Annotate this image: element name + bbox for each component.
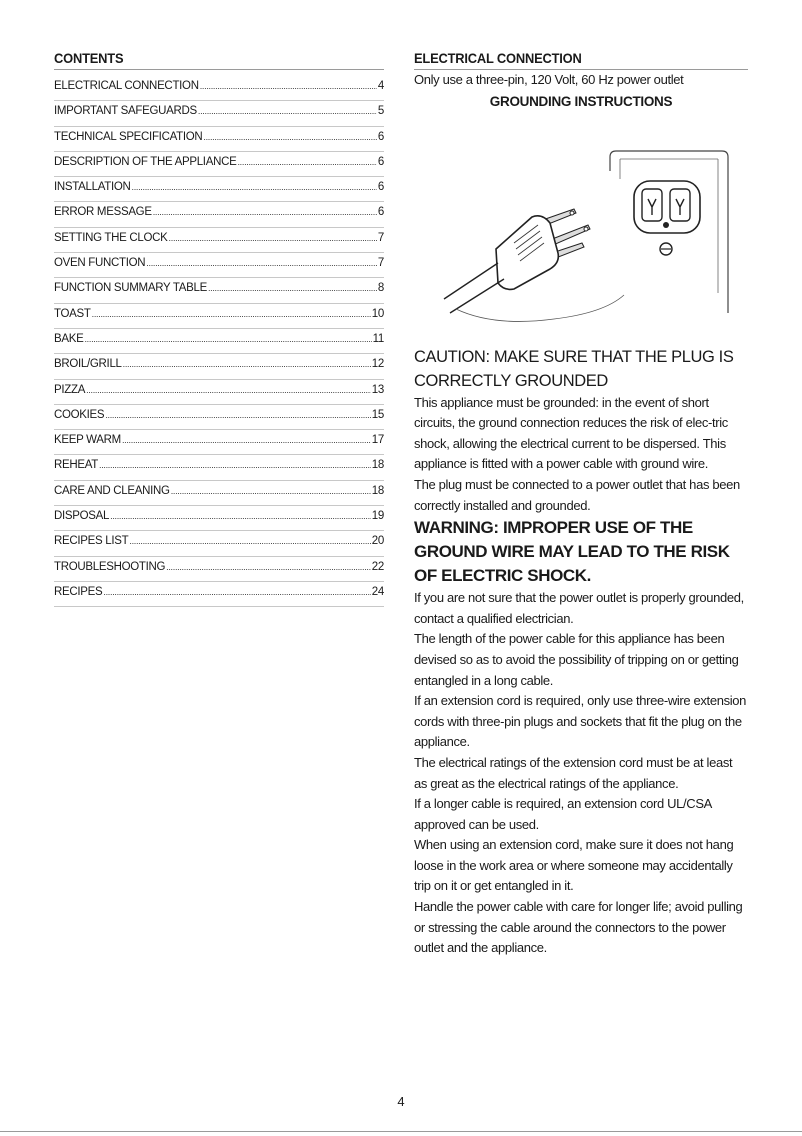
- toc-entry-page: 20: [371, 535, 384, 548]
- toc-leader-dots: [123, 359, 371, 369]
- toc-entry[interactable]: [54, 506, 384, 531]
- toc-leader-dots: [153, 207, 377, 217]
- toc-entry-title: FUNCTION SUMMARY TABLE: [54, 282, 207, 295]
- toc-leader-dots: [200, 81, 377, 91]
- toc-leader-dots: [105, 410, 370, 420]
- toc-entry[interactable]: [54, 253, 384, 278]
- contents-heading: CONTENTS: [54, 50, 124, 66]
- toc-leader-dots: [166, 562, 371, 572]
- toc-entry-page: 15: [371, 408, 384, 421]
- toc-entry-page: 12: [371, 358, 384, 371]
- toc-entry[interactable]: [54, 531, 384, 556]
- toc-entry-page: 24: [371, 585, 384, 598]
- toc-entry-title: TROUBLESHOOTING: [54, 560, 166, 573]
- toc-entry-page: 22: [371, 560, 384, 573]
- toc-entry[interactable]: [54, 278, 384, 303]
- body-paragraph-3: If you are not sure that the power outlet is properly grounded, contact a qualified electrician.: [414, 590, 744, 626]
- toc-entry[interactable]: [54, 405, 384, 430]
- toc-entry[interactable]: [54, 127, 384, 152]
- table-of-contents: [54, 76, 384, 607]
- toc-entry-page: 11: [372, 332, 384, 345]
- toc-entry-page: 18: [371, 484, 384, 497]
- toc-leader-dots: [203, 132, 377, 142]
- toc-leader-dots: [208, 283, 377, 293]
- toc-entry-title: BROIL/GRILL: [54, 358, 122, 371]
- toc-entry[interactable]: [54, 557, 384, 582]
- toc-entry-title: BAKE: [54, 332, 84, 345]
- toc-entry-title: REHEAT: [54, 459, 98, 472]
- toc-entry-title: DISPOSAL: [54, 510, 110, 523]
- toc-entry[interactable]: [54, 380, 384, 405]
- toc-entry[interactable]: [54, 430, 384, 455]
- toc-entry-title: RECIPES LIST: [54, 535, 129, 548]
- toc-entry-page: 17: [371, 434, 384, 447]
- toc-leader-dots: [132, 182, 377, 192]
- toc-entry-page: 6: [377, 130, 384, 143]
- body-paragraph-2: The plug must be connected to a power outlet that has been correctly installed and grounded.: [414, 476, 740, 513]
- contents-section: [54, 50, 384, 607]
- toc-leader-dots: [110, 511, 371, 521]
- toc-leader-dots: [129, 536, 370, 546]
- plug-outlet-drawing: [434, 113, 734, 335]
- toc-entry[interactable]: [54, 101, 384, 126]
- toc-entry-title: COOKIES: [54, 408, 105, 421]
- body-paragraph-9: Handle the power cable with care for longer life; avoid pulling or stressing the cable around the connectors to the power outlet and the appliance.: [414, 899, 743, 956]
- toc-entry-page: 4: [377, 80, 384, 92]
- toc-entry-page: 7: [377, 231, 384, 244]
- toc-entry[interactable]: [54, 481, 384, 506]
- toc-entry-title: KEEP WARM: [54, 434, 121, 447]
- plug-outlet-illustration: [434, 113, 734, 335]
- toc-entry[interactable]: [54, 228, 384, 253]
- bottom-divider: [0, 1131, 802, 1132]
- toc-leader-dots: [103, 587, 370, 597]
- toc-entry-title: ELECTRICAL CONNECTION: [54, 80, 199, 92]
- page-number: 4: [397, 1094, 405, 1109]
- toc-entry-title: OVEN FUNCTION: [54, 257, 146, 270]
- toc-leader-dots: [146, 258, 377, 268]
- toc-entry-page: 7: [377, 257, 384, 270]
- body-paragraph-6: The electrical ratings of the extension cord must be at least as great as the electrical ratings of the appliance.: [414, 754, 733, 791]
- toc-entry-title: INSTALLATION: [54, 181, 131, 194]
- toc-leader-dots: [169, 233, 377, 243]
- toc-leader-dots: [84, 334, 371, 344]
- toc-entry-page: 6: [377, 206, 384, 219]
- toc-entry[interactable]: [54, 304, 384, 329]
- toc-entry[interactable]: [54, 177, 384, 202]
- toc-entry-page: 6: [377, 181, 384, 194]
- toc-entry-page: 19: [371, 510, 384, 523]
- toc-entry[interactable]: [54, 76, 384, 101]
- toc-entry[interactable]: [54, 354, 384, 379]
- toc-entry-title: TECHNICAL SPECIFICATION: [54, 130, 203, 143]
- toc-entry-page: 6: [377, 155, 384, 168]
- toc-entry[interactable]: [54, 202, 384, 227]
- electrical-section: [414, 50, 748, 959]
- toc-entry-title: PIZZA: [54, 383, 86, 396]
- toc-leader-dots: [99, 460, 371, 470]
- grounding-subheading: GROUNDING INSTRUCTIONS: [489, 93, 673, 109]
- toc-entry-title: DESCRIPTION OF THE APPLIANCE: [54, 155, 237, 168]
- body-paragraph-7: If a longer cable is required, an extension cord UL/CSA approved can be used.: [414, 796, 712, 832]
- toc-entry[interactable]: [54, 582, 384, 607]
- body-paragraph-1: This appliance must be grounded: in the event of short circuits, the ground connection reduces the risk of elec-tric shock, allowing the electrical current to be dispersed. This appliance is fitted with a power cable with ground wire.: [414, 394, 728, 472]
- toc-entry-title: TOAST: [54, 307, 91, 320]
- toc-leader-dots: [171, 486, 371, 496]
- toc-entry[interactable]: [54, 329, 384, 354]
- toc-entry-title: IMPORTANT SAFEGUARDS: [54, 105, 197, 118]
- toc-leader-dots: [198, 106, 377, 116]
- toc-entry[interactable]: [54, 455, 384, 480]
- toc-entry-title: SETTING THE CLOCK: [54, 231, 168, 244]
- toc-leader-dots: [237, 157, 376, 167]
- intro-text: Only use a three-pin, 120 Volt, 60 Hz power outlet: [414, 72, 684, 87]
- toc-entry-page: 10: [371, 307, 384, 320]
- electrical-heading-rule: [414, 50, 748, 70]
- toc-entry[interactable]: [54, 152, 384, 177]
- warning-text: WARNING: IMPROPER USE OF THE GROUND WIRE MAY LEAD TO THE RISK OF ELECTRIC SHOCK.: [414, 518, 730, 586]
- caution-text: CAUTION: MAKE SURE THAT THE PLUG IS CORRECTLY GROUNDED: [414, 347, 734, 390]
- toc-leader-dots: [92, 309, 371, 319]
- toc-entry-page: 13: [371, 383, 384, 396]
- contents-heading-rule: [54, 50, 384, 70]
- toc-entry-page: 8: [377, 282, 384, 295]
- body-paragraph-8: When using an extension cord, make sure it does not hang loose in the work area or where someone may accidentally trip on it or get entangled in it.: [414, 837, 734, 894]
- body-paragraph-4: The length of the power cable for this appliance has been devised so as to avoid the possibility of tripping on or getting entangled in a long cable.: [414, 631, 739, 688]
- toc-leader-dots: [86, 385, 371, 395]
- electrical-heading: ELECTRICAL CONNECTION: [414, 50, 582, 66]
- toc-entry-page: 18: [371, 459, 384, 472]
- toc-entry-title: CARE AND CLEANING: [54, 484, 170, 497]
- body-paragraph-5: If an extension cord is required, only use three-wire extension cords with three-pin plugs and sockets that fit the plug on the appliance.: [414, 693, 747, 750]
- toc-entry-title: ERROR MESSAGE: [54, 206, 152, 219]
- toc-entry-page: 5: [377, 105, 384, 118]
- toc-leader-dots: [122, 435, 371, 445]
- toc-entry-title: RECIPES: [54, 585, 103, 598]
